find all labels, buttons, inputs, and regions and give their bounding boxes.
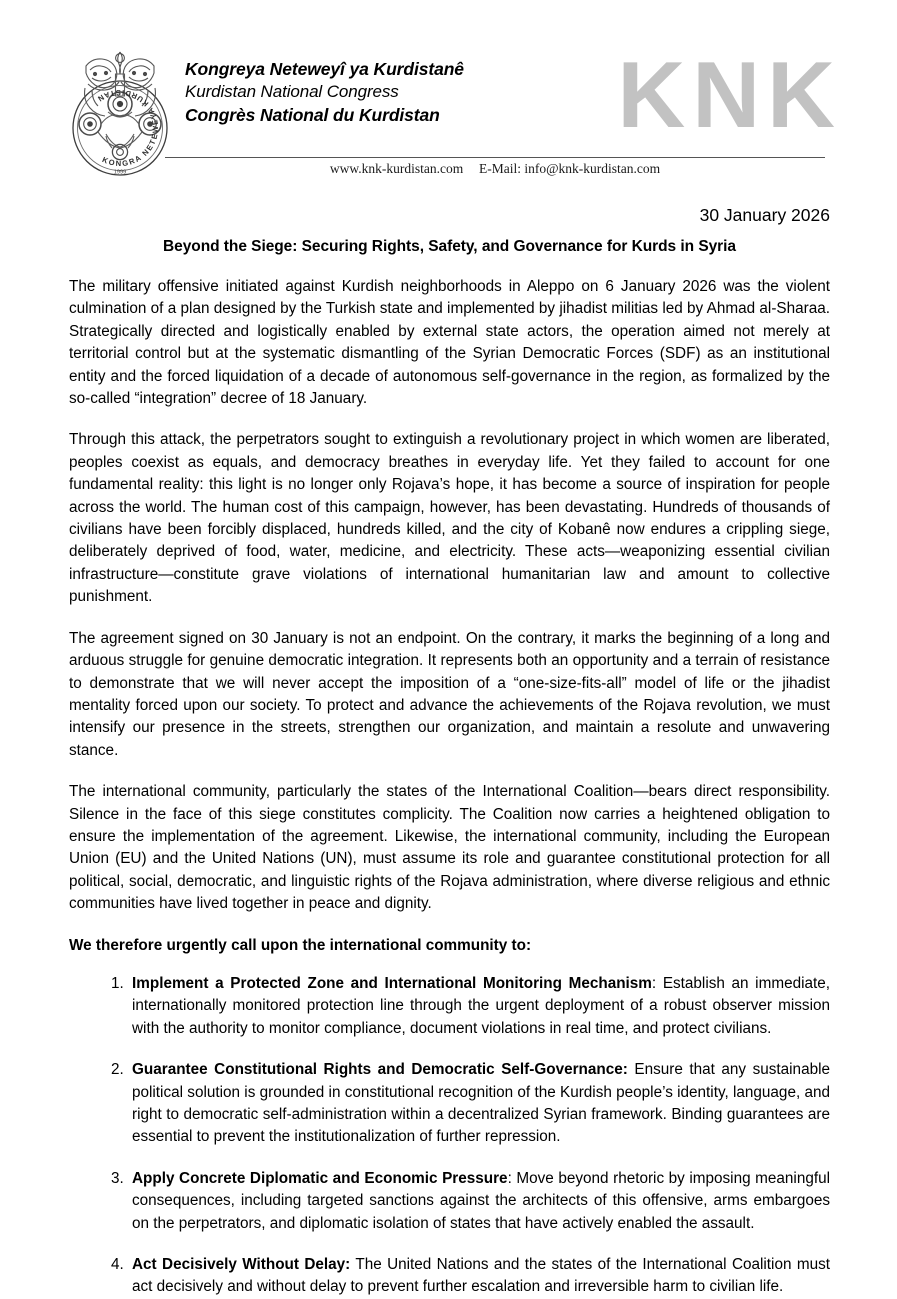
header-divider (165, 157, 825, 158)
demands-list (69, 973, 830, 1299)
list-item (128, 1168, 830, 1235)
website-link[interactable]: www.knk-kurdistan.com (329, 161, 464, 176)
list-item (128, 973, 830, 1040)
org-name-kurdish: Kongreya Neteweyî ya Kurdistanê (185, 59, 464, 79)
email-label: E-Mail: (478, 161, 521, 176)
demand-lead: Act Decisively Without Delay: (132, 1256, 351, 1274)
list-item (128, 1254, 830, 1299)
document-date: 30 January 2026 (699, 205, 830, 225)
letterhead (0, 0, 897, 180)
demand-lead: Implement a Protected Zone and International Monitoring Mechanism (132, 974, 652, 992)
knk-watermark: KNK (617, 42, 842, 147)
knk-logo-emblem (68, 44, 172, 184)
paragraph: The international community, particularly the states of the International Coalition—bears direct responsibility. Silence in the face of this siege constitutes complicity. The Coalition now carries a heightened obligation to ensure the implementation of the agreement. Likewise, the international community, including the European Union (EU) and the United Nations (UN), must assume its role and guarantee constitutional protection for all political, social, democratic, and linguistic rights of the Rojava administration, where diverse religious and ethnic communities have lived together in peace and dignity. (69, 783, 830, 913)
document-body (69, 276, 830, 1299)
logo-ring-text: KONGRA NETEWEYA KURDISTAN (94, 87, 161, 169)
demand-body: Ensure that any sustainable political solution is grounded in constitutional recognition of the Kurdish people’s identity, language, and right to democratic self-administration within a decentralized Syrian framework. Binding guarantees are essential to prevent the institutionalization of further repression. (132, 1061, 830, 1146)
org-name-english: Kurdistan National Congress (185, 82, 399, 102)
email-link[interactable]: info@knk-kurdistan.com (524, 161, 661, 176)
demand-body: The United Nations and the states of the International Coalition must act decisively and without delay to prevent further escalation and irreversible harm to civilian life. (132, 1256, 830, 1296)
page-title: Beyond the Siege: Securing Rights, Safety, and Governance for Kurds in Syria (163, 238, 736, 255)
paragraph: The agreement signed on 30 January is not an endpoint. On the contrary, it marks the beginning of a long and arduous struggle for genuine democratic integration. It represents both an opportunity and a terrain of resistance to demonstrate that we will never accept the imposition of a “one-size-fits-all” model of life or the jihadist mentality forced upon our society. To protect and advance the achievements of the Rojava revolution, we must intensify our presence in the streets, strengthen our organization, and maintain a resolute and unwavering stance. (69, 629, 830, 759)
demand-lead: Guarantee Constitutional Rights and Democratic Self-Governance: (132, 1061, 628, 1079)
demand-lead: Apply Concrete Diplomatic and Economic Pressure (132, 1169, 508, 1187)
org-name-french: Congrès National du Kurdistan (185, 104, 440, 125)
paragraph: Through this attack, the perpetrators sought to extinguish a revolutionary project in which women are liberated, peoples coexist as equals, and democracy breathes in everyday life. Yet they failed to account for one fundamental reality: this light is no longer only Rojava’s hope, it has become a source of inspiration for people across the world. The human cost of this campaign, however, has been devastating. Hundreds of thousands of civilians have been forcibly displaced, hundreds killed, and the city of Kobanê now endures a crippling siege, deliberately deprived of food, water, medicine, and electricity. These acts—weaponizing essential civilian infrastructure—constitute grave violations of international humanitarian law and amount to collective punishment. (69, 431, 830, 606)
logo-year: 1999 (113, 169, 127, 176)
demand-body: : Move beyond rhetoric by imposing meaningful consequences, including targeted sanctions against the architects of this offensive, arms embargoes on the perpetrators, and diplomatic isolation of states that have actively enabled the assault. (132, 1169, 830, 1232)
demand-body: : Establish an immediate, internationally monitored protection line through the urgent deployment of a robust observer mission with the authority to monitor compliance, document violations in real time, and protect civilians. (132, 974, 830, 1037)
contact-line (165, 161, 825, 177)
list-item (128, 1059, 830, 1149)
paragraph: The military offensive initiated against Kurdish neighborhoods in Aleppo on 6 January 2026 was the violent culmination of a plan designed by the Turkish state and implemented by jihadist militias led by Ahmad al-Sharaa. Strategically directed and logistically enabled by external state actors, the operation aimed not merely at territorial control but at the systematic dismantling of the Syrian Democratic Forces (SDF) as an institutional entity and the forced liquidation of a decade of autonomous self-governance in the region, as formalized by the so-called “integration” decree of 18 January. (69, 278, 830, 408)
organization-names (185, 58, 464, 127)
call-to-action-heading: We therefore urgently call upon the international community to: (69, 936, 532, 954)
